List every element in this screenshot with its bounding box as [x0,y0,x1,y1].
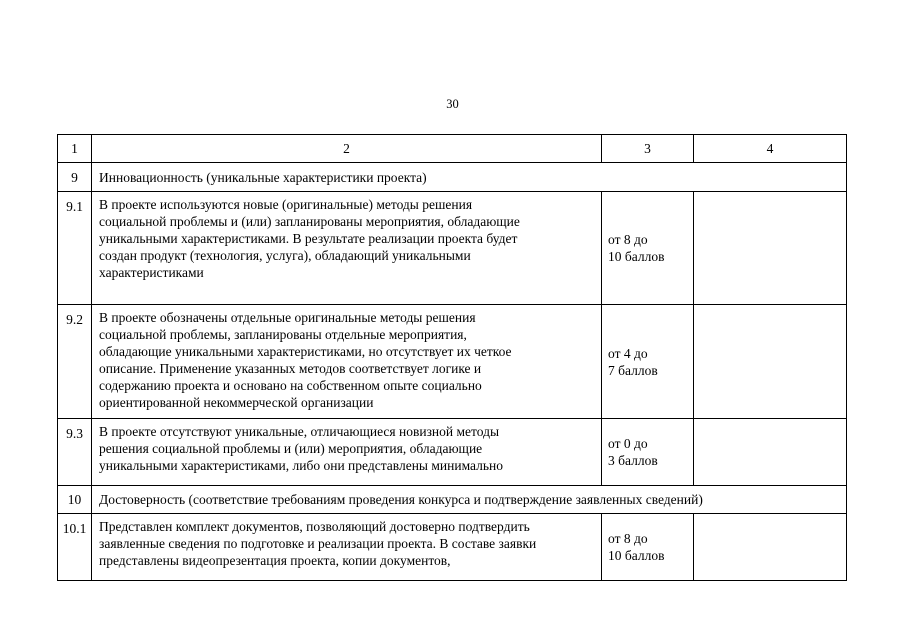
score-line: от 4 до [608,345,648,361]
criterion-text [92,305,602,419]
text-line: В проекте обозначены отдельные оригинальные методы решения [99,310,476,325]
text-line: уникальными характеристиками, либо они представлены минимально [99,458,504,473]
text-line: характеристиками [99,265,204,280]
text-line: В проекте отсутствуют уникальные, отличающиеся новизной методы [99,424,500,439]
text-line: В проекте используются новые (оригинальные) методы решения [99,197,473,212]
points-cell [694,192,847,305]
row-number: 9.2 [58,305,92,419]
score-range [602,419,694,486]
criterion-text [92,192,602,305]
score-line: от 0 до [608,436,648,451]
page-number: 30 [446,97,459,111]
points-cell [694,419,847,486]
text-line: социальной проблемы, запланированы отдельные мероприятия, [99,327,467,342]
table-row [58,419,847,486]
score-line: от 8 до [608,531,648,546]
table-header-row [58,135,847,163]
text-line: решения социальной проблемы и (или) мероприятия, обладающие [99,441,483,456]
text-line: заявленные сведения по подготовке и реализации проекта. В составе заявки [99,536,537,551]
score-range [602,305,694,419]
text-line: содержанию проекта и основано на собственном опыте социально [99,378,482,393]
section-title: Достоверность (соответствие требованиям проведения конкурса и подтверждение заявленных сведений) [92,486,847,514]
points-cell [694,305,847,419]
text-line: ориентированной некоммерческой организации [99,395,374,410]
row-number: 9 [58,163,92,192]
text-line: представлены видеопрезентация проекта, копии документов, [99,553,451,568]
score-line: 10 баллов [608,548,665,563]
row-number: 9.1 [58,192,92,305]
score-line: 3 баллов [608,453,658,468]
text-line: уникальными характеристиками. В результате реализации проекта будет [99,231,518,246]
row-number: 10 [58,486,92,514]
score-line: от 8 до [608,232,648,247]
text-line: Представлен комплект документов, позволяющий достоверно подтвердить [99,519,530,534]
section-row-reliability [58,486,847,514]
header-col-4: 4 [694,135,847,163]
text-line: описание. Применение указанных методов соответствует логике и [99,361,482,376]
text-line: создан продукт (технология, услуга), обладающий уникальными [99,248,471,263]
header-col-2: 2 [92,135,602,163]
text-line: обладающие уникальными характеристиками, но отсутствует их четкое [99,344,512,359]
score-line: 10 баллов [608,249,665,264]
table-row [58,305,847,419]
score-line: 7 баллов [608,362,658,378]
table-row [58,192,847,305]
criteria-table [57,134,847,581]
section-title: Инновационность (уникальные характеристики проекта) [92,163,847,192]
criterion-text [92,419,602,486]
header-col-1: 1 [58,135,92,163]
text-line: социальной проблемы и (или) запланированы мероприятия, обладающие [99,214,520,229]
row-number: 9.3 [58,419,92,486]
score-range [602,192,694,305]
table-row [58,514,847,581]
section-row-innovation [58,163,847,192]
points-cell [694,514,847,581]
header-col-3: 3 [602,135,694,163]
row-number: 10.1 [58,514,92,581]
criterion-text [92,514,602,581]
score-range [602,514,694,581]
